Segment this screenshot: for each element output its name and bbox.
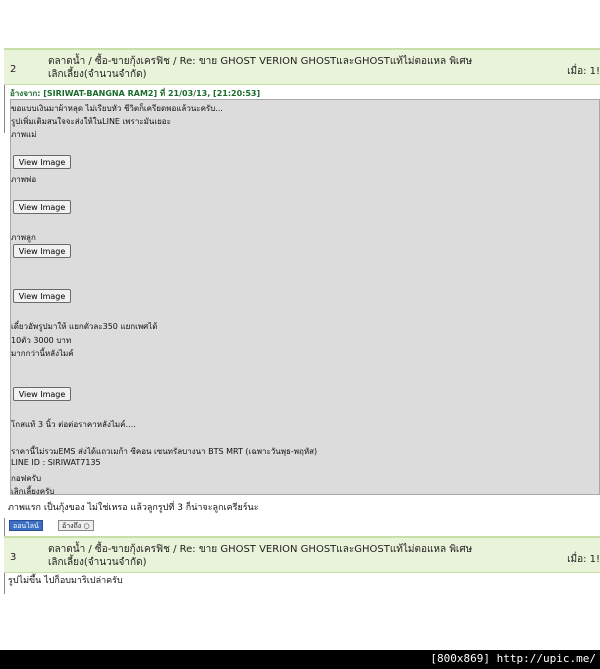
view-image-button[interactable]: View Image bbox=[13, 244, 71, 258]
quote-line: กอฟครับ bbox=[11, 474, 42, 483]
quote-line: ภาพพ่อ bbox=[11, 175, 37, 184]
post-breadcrumb-link[interactable]: ตลาดน้ำ / ซื้อ-ขายกุ้งเครฟิช / Re: ขาย GHOST VERION GHOSTและGHOSTแท้ไม่ตอแหล พิเศษเลิกเลี้ยง(จำนวนจำกัด) bbox=[48, 544, 473, 568]
quote-line: โกสแท้ 3 นิ้ว ต่อต่อราคาหลังไมค์.... bbox=[11, 420, 136, 429]
quote-line: 10ตัว 3000 บาท bbox=[11, 336, 72, 345]
quote-line: ราคานี้ไม่รวมEMS ส่งได้แถวเมก้า ซีคอน เซนทรัลบางนา BTS MRT (เฉพาะวันพุธ-พฤหัส) bbox=[11, 447, 318, 456]
quote-line: มากกว่านี้หลังไมค์ bbox=[11, 349, 74, 358]
quote-header[interactable]: อ้างจาก: [SIRIWAT-BANGNA RAM2] ที่ 21/03/13, [21:20:53] bbox=[10, 89, 261, 98]
post-breadcrumb-link[interactable]: ตลาดน้ำ / ซื้อ-ขายกุ้งเครฟิช / Re: ขาย GHOST VERION GHOSTและGHOSTแท้ไม่ตอแหล พิเศษเลิกเลี้ยง(จำนวนจำกัด) bbox=[48, 56, 473, 80]
quote-line: ภาพแม่ bbox=[11, 130, 37, 139]
image-host-watermark: [800x869] http://upic.me/ bbox=[430, 652, 596, 665]
post-body: ภาพแรก เป็นกุ้งของ ไม่ใช่เหรอ แล้วลูกรูปที่ 3 ก็น่าจะลูกเครียร์นะ bbox=[8, 503, 259, 513]
view-image-button[interactable]: View Image bbox=[13, 155, 71, 169]
quote-button[interactable] bbox=[58, 520, 94, 531]
view-image-button[interactable]: View Image bbox=[13, 387, 71, 401]
quote-box bbox=[10, 99, 600, 495]
post-date: เมื่อ: 1! bbox=[567, 66, 600, 77]
quote-line: LINE ID : SIRIWAT7135 bbox=[11, 458, 101, 467]
view-image-button[interactable]: View Image bbox=[13, 200, 71, 214]
post-header bbox=[4, 536, 600, 573]
speech-bubble-icon: ○ bbox=[83, 522, 90, 530]
quote-line: รูปเพิ่มเติมสนใจจะส่งให้ในLINE เพราะมันเยอะ bbox=[11, 117, 171, 126]
quote-line: เลิกเลี้ยงครับ bbox=[11, 487, 55, 496]
quote-line: ขอแบบเงินมาผ้าหลุด ไม่เรียบหัว ชีวิตก็เครียดพอแล้วนะครับ... bbox=[11, 104, 223, 113]
online-label: ออนไลน์ bbox=[13, 522, 39, 530]
post-number: 2 bbox=[10, 64, 17, 75]
online-status-button[interactable] bbox=[9, 520, 43, 531]
post-body: รูปไม่ขึ้น ไปก็อบมาริเปล่าครับ bbox=[8, 576, 123, 586]
post-number: 3 bbox=[10, 552, 17, 563]
quote-line: เดี๋ยวอัพรูปมาให้ แยกตัวละ350 แยกเพศได้ bbox=[11, 322, 158, 331]
post-header bbox=[4, 48, 600, 85]
quote-label: อ้างถึง bbox=[62, 522, 82, 530]
view-image-button[interactable]: View Image bbox=[13, 289, 71, 303]
quote-line: ภาพลูก bbox=[11, 233, 36, 242]
post-date: เมื่อ: 1! bbox=[567, 554, 600, 565]
